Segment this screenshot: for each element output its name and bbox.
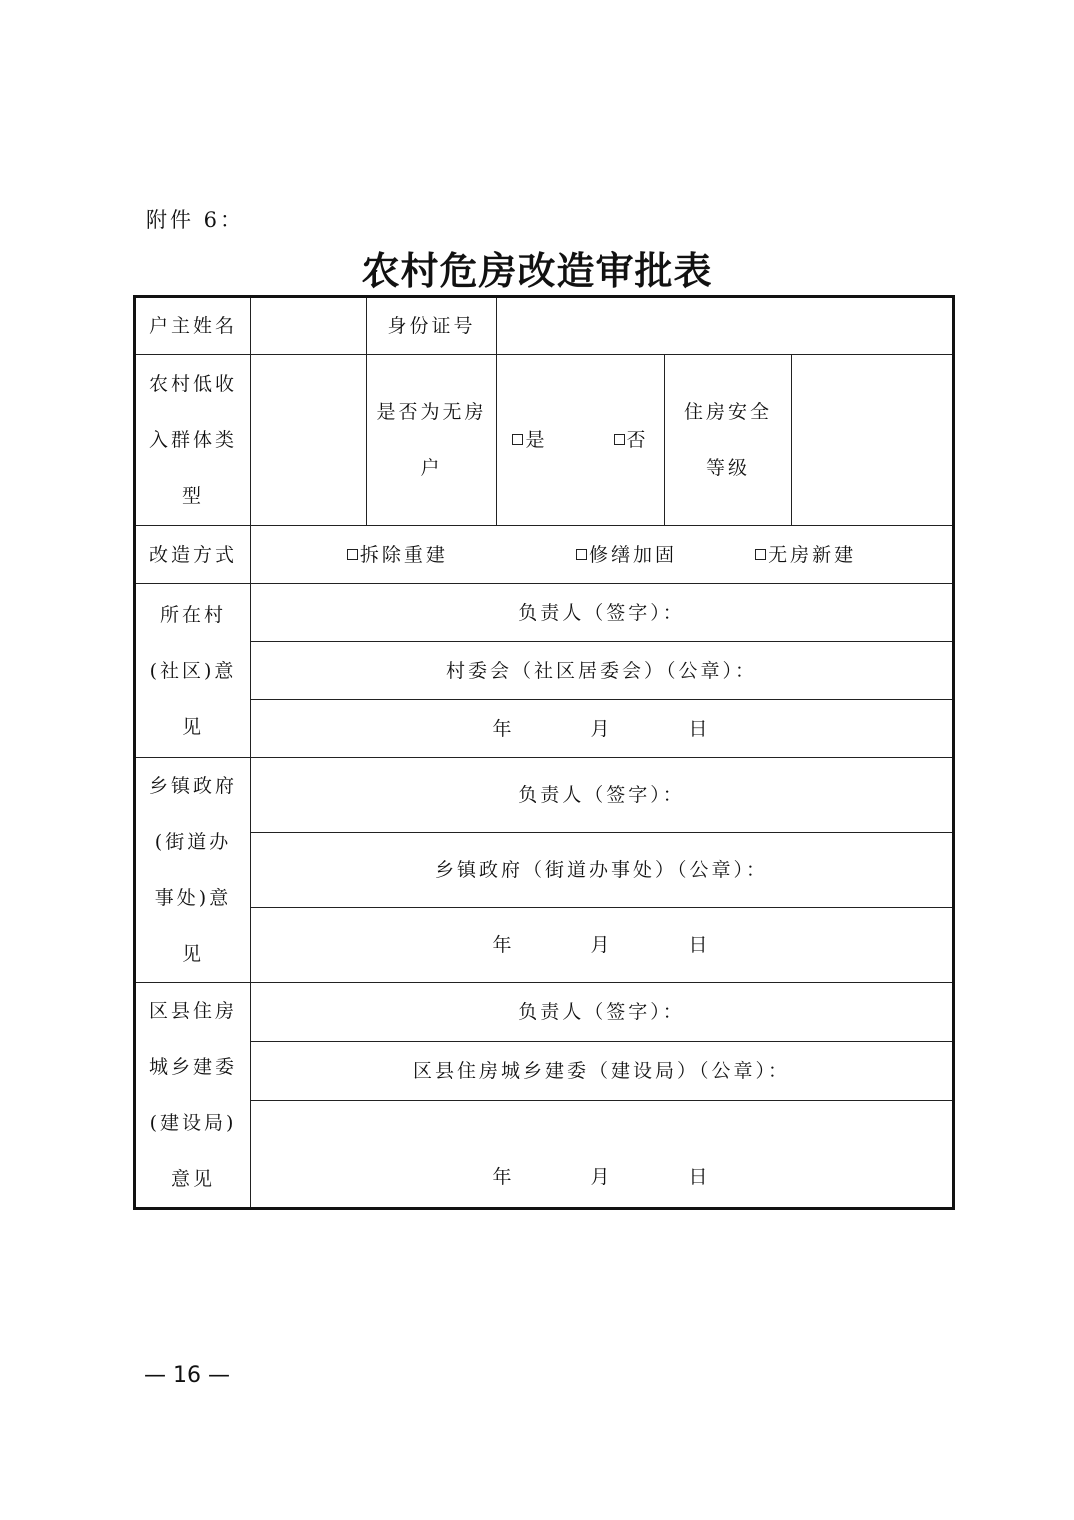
group-type-label-text: 农村低收入群体类型 xyxy=(148,373,237,507)
village-opinion-label-text: 所在村(社区)意见 xyxy=(149,603,237,738)
safety-level-label xyxy=(665,355,792,526)
attachment-label: 附件 6： xyxy=(146,208,245,232)
county-date-row xyxy=(135,1101,954,1209)
yes-option[interactable] xyxy=(512,426,547,454)
county-signer-row xyxy=(135,983,954,1042)
township-stamp[interactable]: 乡镇政府（街道办事处）（公章）： xyxy=(251,833,954,908)
no-option[interactable] xyxy=(614,426,649,454)
safety-level-field[interactable] xyxy=(792,355,954,526)
county-stamp-row xyxy=(135,1042,954,1101)
village-date[interactable] xyxy=(251,700,954,758)
id-number-label: 身份证号 xyxy=(367,297,497,355)
group-type-row xyxy=(135,355,954,526)
village-stamp[interactable]: 村委会（社区居委会）（公章）： xyxy=(251,642,954,700)
village-date-day: 日 xyxy=(688,717,711,740)
no-house-label xyxy=(367,355,497,526)
new-build-checkbox[interactable] xyxy=(755,549,766,560)
township-date-year: 年 xyxy=(492,934,515,956)
safety-level-label-text: 住房安全等级 xyxy=(683,401,772,479)
township-signer[interactable]: 负责人（签字）： xyxy=(251,758,954,833)
county-date-day: 日 xyxy=(688,1166,711,1188)
option-repair[interactable] xyxy=(576,541,677,569)
township-opinion-label-text: 乡镇政府(街道办事处)意见 xyxy=(148,775,237,965)
group-type-label xyxy=(135,355,251,526)
township-date-day: 日 xyxy=(688,934,711,956)
township-signer-row xyxy=(135,758,954,833)
village-signer[interactable]: 负责人（签字）： xyxy=(251,584,954,642)
owner-name-field[interactable] xyxy=(251,297,367,355)
county-stamp[interactable]: 区县住房城乡建委（建设局）（公章）： xyxy=(251,1042,954,1101)
county-signer[interactable]: 负责人（签字）： xyxy=(251,983,954,1042)
option-new-build-label: 无房新建 xyxy=(768,543,857,566)
county-opinion-label xyxy=(135,983,251,1209)
no-house-options xyxy=(497,355,665,526)
county-date-year: 年 xyxy=(492,1166,515,1188)
village-signer-row xyxy=(135,584,954,642)
yes-checkbox[interactable] xyxy=(512,434,523,445)
township-date-month: 月 xyxy=(590,934,613,956)
village-date-year: 年 xyxy=(492,717,515,740)
no-checkbox[interactable] xyxy=(614,434,625,445)
township-stamp-row xyxy=(135,833,954,908)
village-opinion-label xyxy=(135,584,251,758)
owner-row xyxy=(135,297,954,355)
option-new-build[interactable] xyxy=(755,541,856,569)
approval-form-table xyxy=(133,295,955,1210)
township-date[interactable] xyxy=(251,908,954,983)
village-date-month: 月 xyxy=(590,717,613,740)
option-rebuild-label: 拆除重建 xyxy=(359,543,448,566)
id-number-field[interactable] xyxy=(497,297,954,355)
method-options xyxy=(251,526,954,584)
county-opinion-label-text: 区县住房城乡建委(建设局)意见 xyxy=(148,1000,237,1190)
option-repair-label: 修缮加固 xyxy=(589,543,678,566)
page-number: — 16 — xyxy=(144,1363,230,1388)
yes-option-label: 是 xyxy=(525,429,548,451)
township-opinion-label xyxy=(135,758,251,983)
rebuild-checkbox[interactable] xyxy=(347,549,358,560)
repair-checkbox[interactable] xyxy=(576,549,587,560)
township-date-row xyxy=(135,908,954,983)
village-stamp-row xyxy=(135,642,954,700)
county-date-month: 月 xyxy=(590,1166,613,1188)
no-house-label-text: 是否为无房户 xyxy=(376,401,487,479)
village-date-row xyxy=(135,700,954,758)
option-rebuild[interactable] xyxy=(347,541,448,569)
form-title: 农村危房改造审批表 xyxy=(361,248,713,293)
group-type-field[interactable] xyxy=(251,355,367,526)
method-row xyxy=(135,526,954,584)
county-date[interactable] xyxy=(251,1101,954,1209)
owner-name-label: 户主姓名 xyxy=(135,297,251,355)
method-label: 改造方式 xyxy=(135,526,251,584)
no-option-label: 否 xyxy=(626,429,649,451)
